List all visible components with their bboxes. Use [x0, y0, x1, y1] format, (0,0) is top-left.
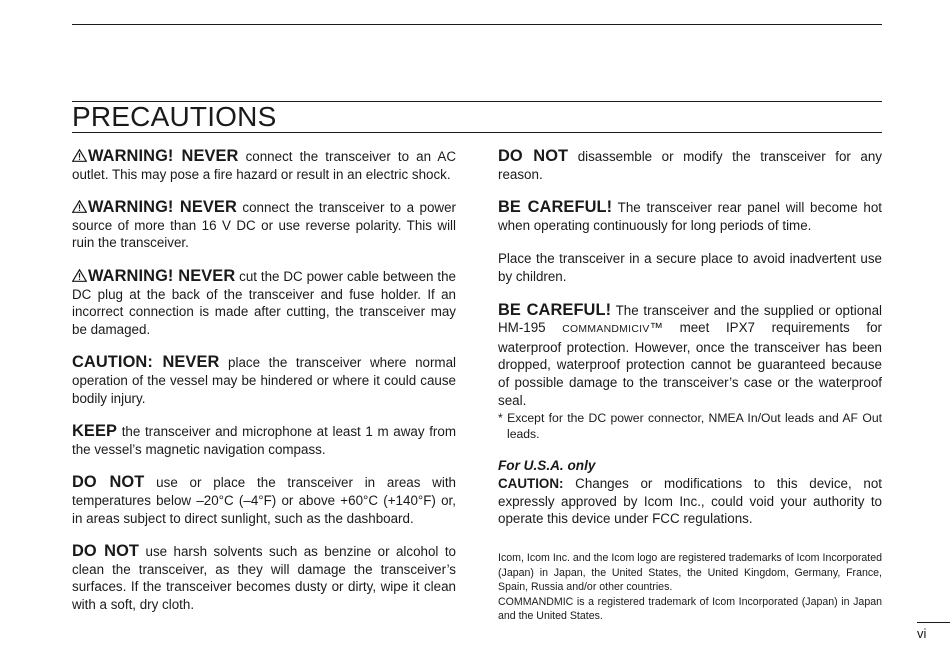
footnote-except: * Except for the DC power connector, NMEA In/Out leads and AF Out leads. [498, 411, 882, 442]
warning-text: cut the DC power cable between the DC plug at the back of the transceiver and fuse holder. If an incorrect connection is made after cutting, the transceiver may be damaged. [72, 268, 456, 337]
secure-place-paragraph [498, 250, 882, 285]
warning-lead: WARNING! NEVER [88, 266, 236, 285]
do-not-disassemble [498, 148, 882, 183]
page-title: PRECAUTIONS [72, 101, 277, 132]
keep-compass [72, 423, 456, 458]
warning-triangle-icon [72, 149, 87, 162]
fcc-caution-label: CAUTION: [498, 476, 564, 492]
waterproof-text-a: The transceiver and the supplied or optional HM-195 [498, 302, 883, 336]
trademark-icom: Icom, Icom Inc. and the Icom logo are registered trademarks of Icom Incorporated (Japan) in Japan, the United States, the United Kingdom, Germany, France, Spain, Russia and/or other countries. [498, 551, 882, 594]
warning-triangle-icon [72, 269, 87, 282]
caution-placement [72, 354, 456, 407]
waterproof-text-b: ™ meet IPX7 requirements for waterproof protection. However, once the transceiver has been dropped, waterproof protection cannot be guaranteed because of possible damage to the transceiver’s case or the waterproof seal. [498, 320, 882, 408]
do-not-text: use harsh solvents such as benzine or alcohol to clean the transceiver, as they will damage the transceiver’s surfaces. If the transceiver becomes dusty or dirty, wipe it clean with a soft, dry cloth. [72, 544, 456, 612]
page-number: vi [917, 626, 927, 641]
be-careful-text: The transceiver rear panel will become hot when operating continuously for long periods of time. [498, 200, 882, 233]
warning-lead: WARNING! NEVER [88, 198, 237, 217]
title-bottom-rule [72, 132, 882, 133]
do-not-text: use or place the transceiver in areas with temperatures below –20°C (–4°F) or above +60°C (+140°F) or, in areas subject to direct sunlight, such as the dashboard. [72, 475, 456, 526]
warning-triangle-icon [72, 200, 87, 213]
page-number-rule [917, 622, 950, 623]
warning-dc-cable [72, 268, 456, 338]
do-not-lead: DO NOT [72, 542, 140, 561]
commandmic-brand: COMMANDMICIV [562, 324, 650, 336]
fcc-caution-text: Changes or modifications to this device, not expressly approved by Icom Inc., could void your authority to operate this device under FCC regulations. [498, 476, 882, 527]
keep-text: the transceiver and microphone at least 1 m away from the vessel’s magnetic navigation compass. [72, 424, 456, 457]
be-careful-lead: BE CAREFUL! [498, 198, 613, 217]
caution-lead: CAUTION: NEVER [72, 353, 220, 372]
be-careful-rear-panel [498, 199, 882, 234]
do-not-solvents [72, 543, 456, 613]
be-careful-lead: BE CAREFUL! [498, 300, 612, 319]
do-not-lead: DO NOT [498, 147, 569, 165]
warning-ac-outlet [72, 148, 456, 183]
caution-text: place the transceiver where normal operation of the vessel may be hindered or where it could cause bodily injury. [72, 355, 456, 406]
fcc-caution [498, 475, 882, 528]
right-column [498, 148, 882, 624]
do-not-lead: DO NOT [72, 473, 145, 492]
keep-lead: KEEP [72, 422, 118, 441]
be-careful-waterproof [498, 302, 882, 410]
do-not-temperature [72, 474, 456, 527]
left-column [72, 148, 456, 613]
warning-text: connect the transceiver to an AC outlet. This may pose a fire hazard or result in an electric shock. [72, 149, 456, 182]
warning-lead: WARNING! NEVER [88, 147, 239, 165]
trademark-commandmic: COMMANDMIC is a registered trademark of Icom Incorporated (Japan) in Japan and the United States. [498, 595, 882, 623]
warning-power-source [72, 199, 456, 252]
secure-place-text: Place the transceiver in a secure place to avoid inadvertent use by children. [498, 251, 882, 284]
warning-text: connect the transceiver to a power source of more than 16 V DC or use reverse polarity. This will ruin the transceiver. [72, 200, 456, 251]
usa-only-heading: For U.S.A. only [498, 458, 596, 474]
do-not-text: disassemble or modify the transceiver for any reason. [498, 149, 882, 182]
top-rule [72, 24, 882, 25]
